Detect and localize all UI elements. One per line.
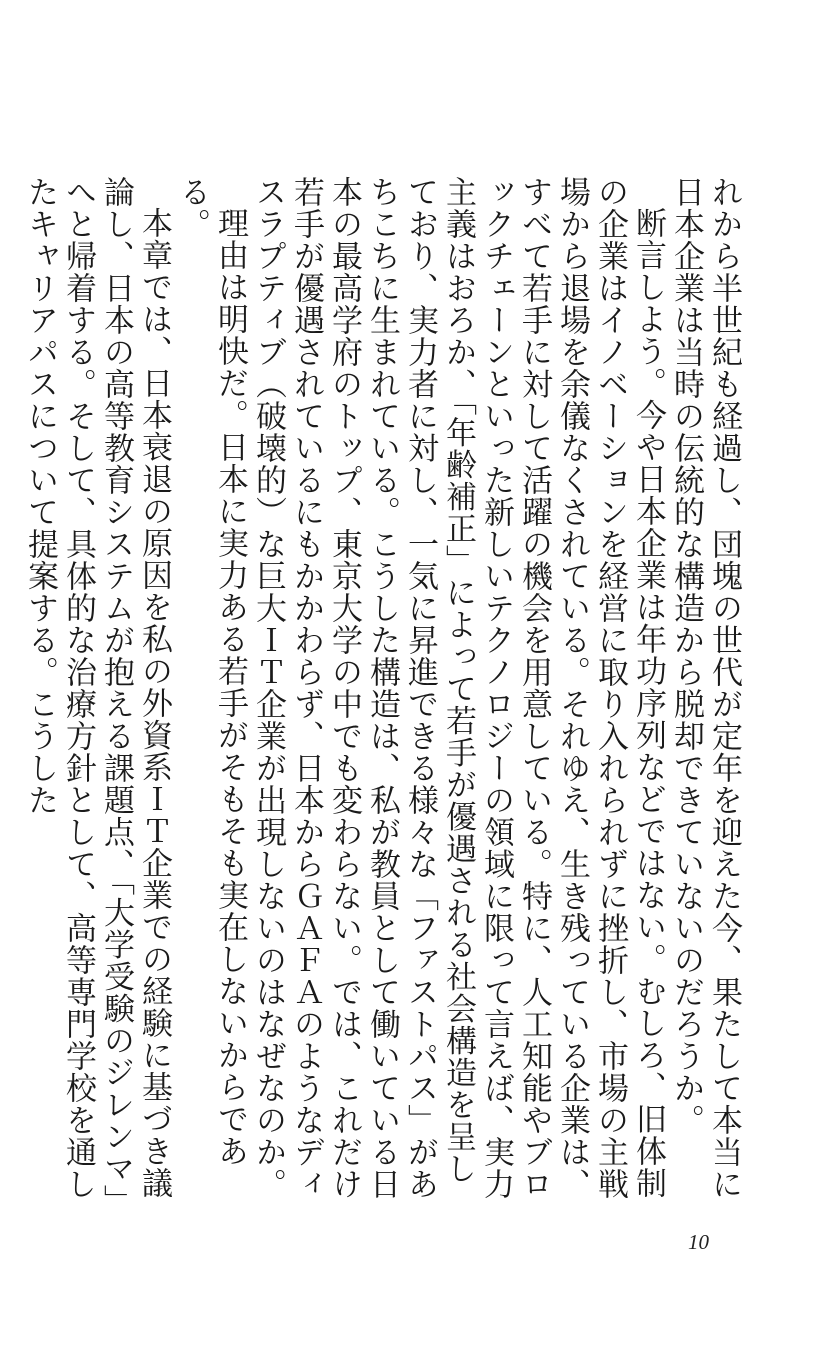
- body-text: [21, 176, 743, 1216]
- paragraph-4: 本章では、日本衰退の原因を私の外資系ＩＴ企業での経験に基づき議論し、日本の高等教育システムが抱える課題点、「大学受験のジレンマ」へと帰着する。そして、具体的な治療方針として、高等専門学校を通したキャリアパスについて提案する。こうした: [22, 176, 172, 1201]
- paragraph-1: れから半世紀も経過し、団塊の世代が定年を迎えた今、果たして本当に日本企業は当時の伝統的な構造から脱却できていないのだろうか。: [668, 176, 742, 1200]
- page-number: 10: [688, 1230, 709, 1254]
- paragraph-2: 断言しよう。今や日本企業は年功序列などではない。むしろ、旧体制の企業はイノベーションを経営に取り入れられずに挫折し、市場の主戦場から退場を余儀なくされている。それゆえ、生き残っている企業は、すべて若手に対して活躍の機会を用意している。特に、人工知能やブロックチェーンといった新しいテクノロジーの領域に限って言えば、実力主義はおろか、「年齢補正」によって若手が優遇される社会構造を呈しており、実力者に対し、一気に昇進できる様々な「ファストパス」があちこちに生まれている。こうした構造は、私が教員として働いている日本の最高学府のトップ、東京大学の中でも変わらない。では、これだけ若手が優遇されているにもかかわらず、日本からＧＡＦＡのようなディスラプティブ（破壊的）な巨大ＩＴ企業が出現しないのはなぜなのか。: [250, 176, 666, 1200]
- paragraph-3: 理由は明快だ。日本に実力ある若手がそもそも実在しないからである。: [174, 176, 248, 1167]
